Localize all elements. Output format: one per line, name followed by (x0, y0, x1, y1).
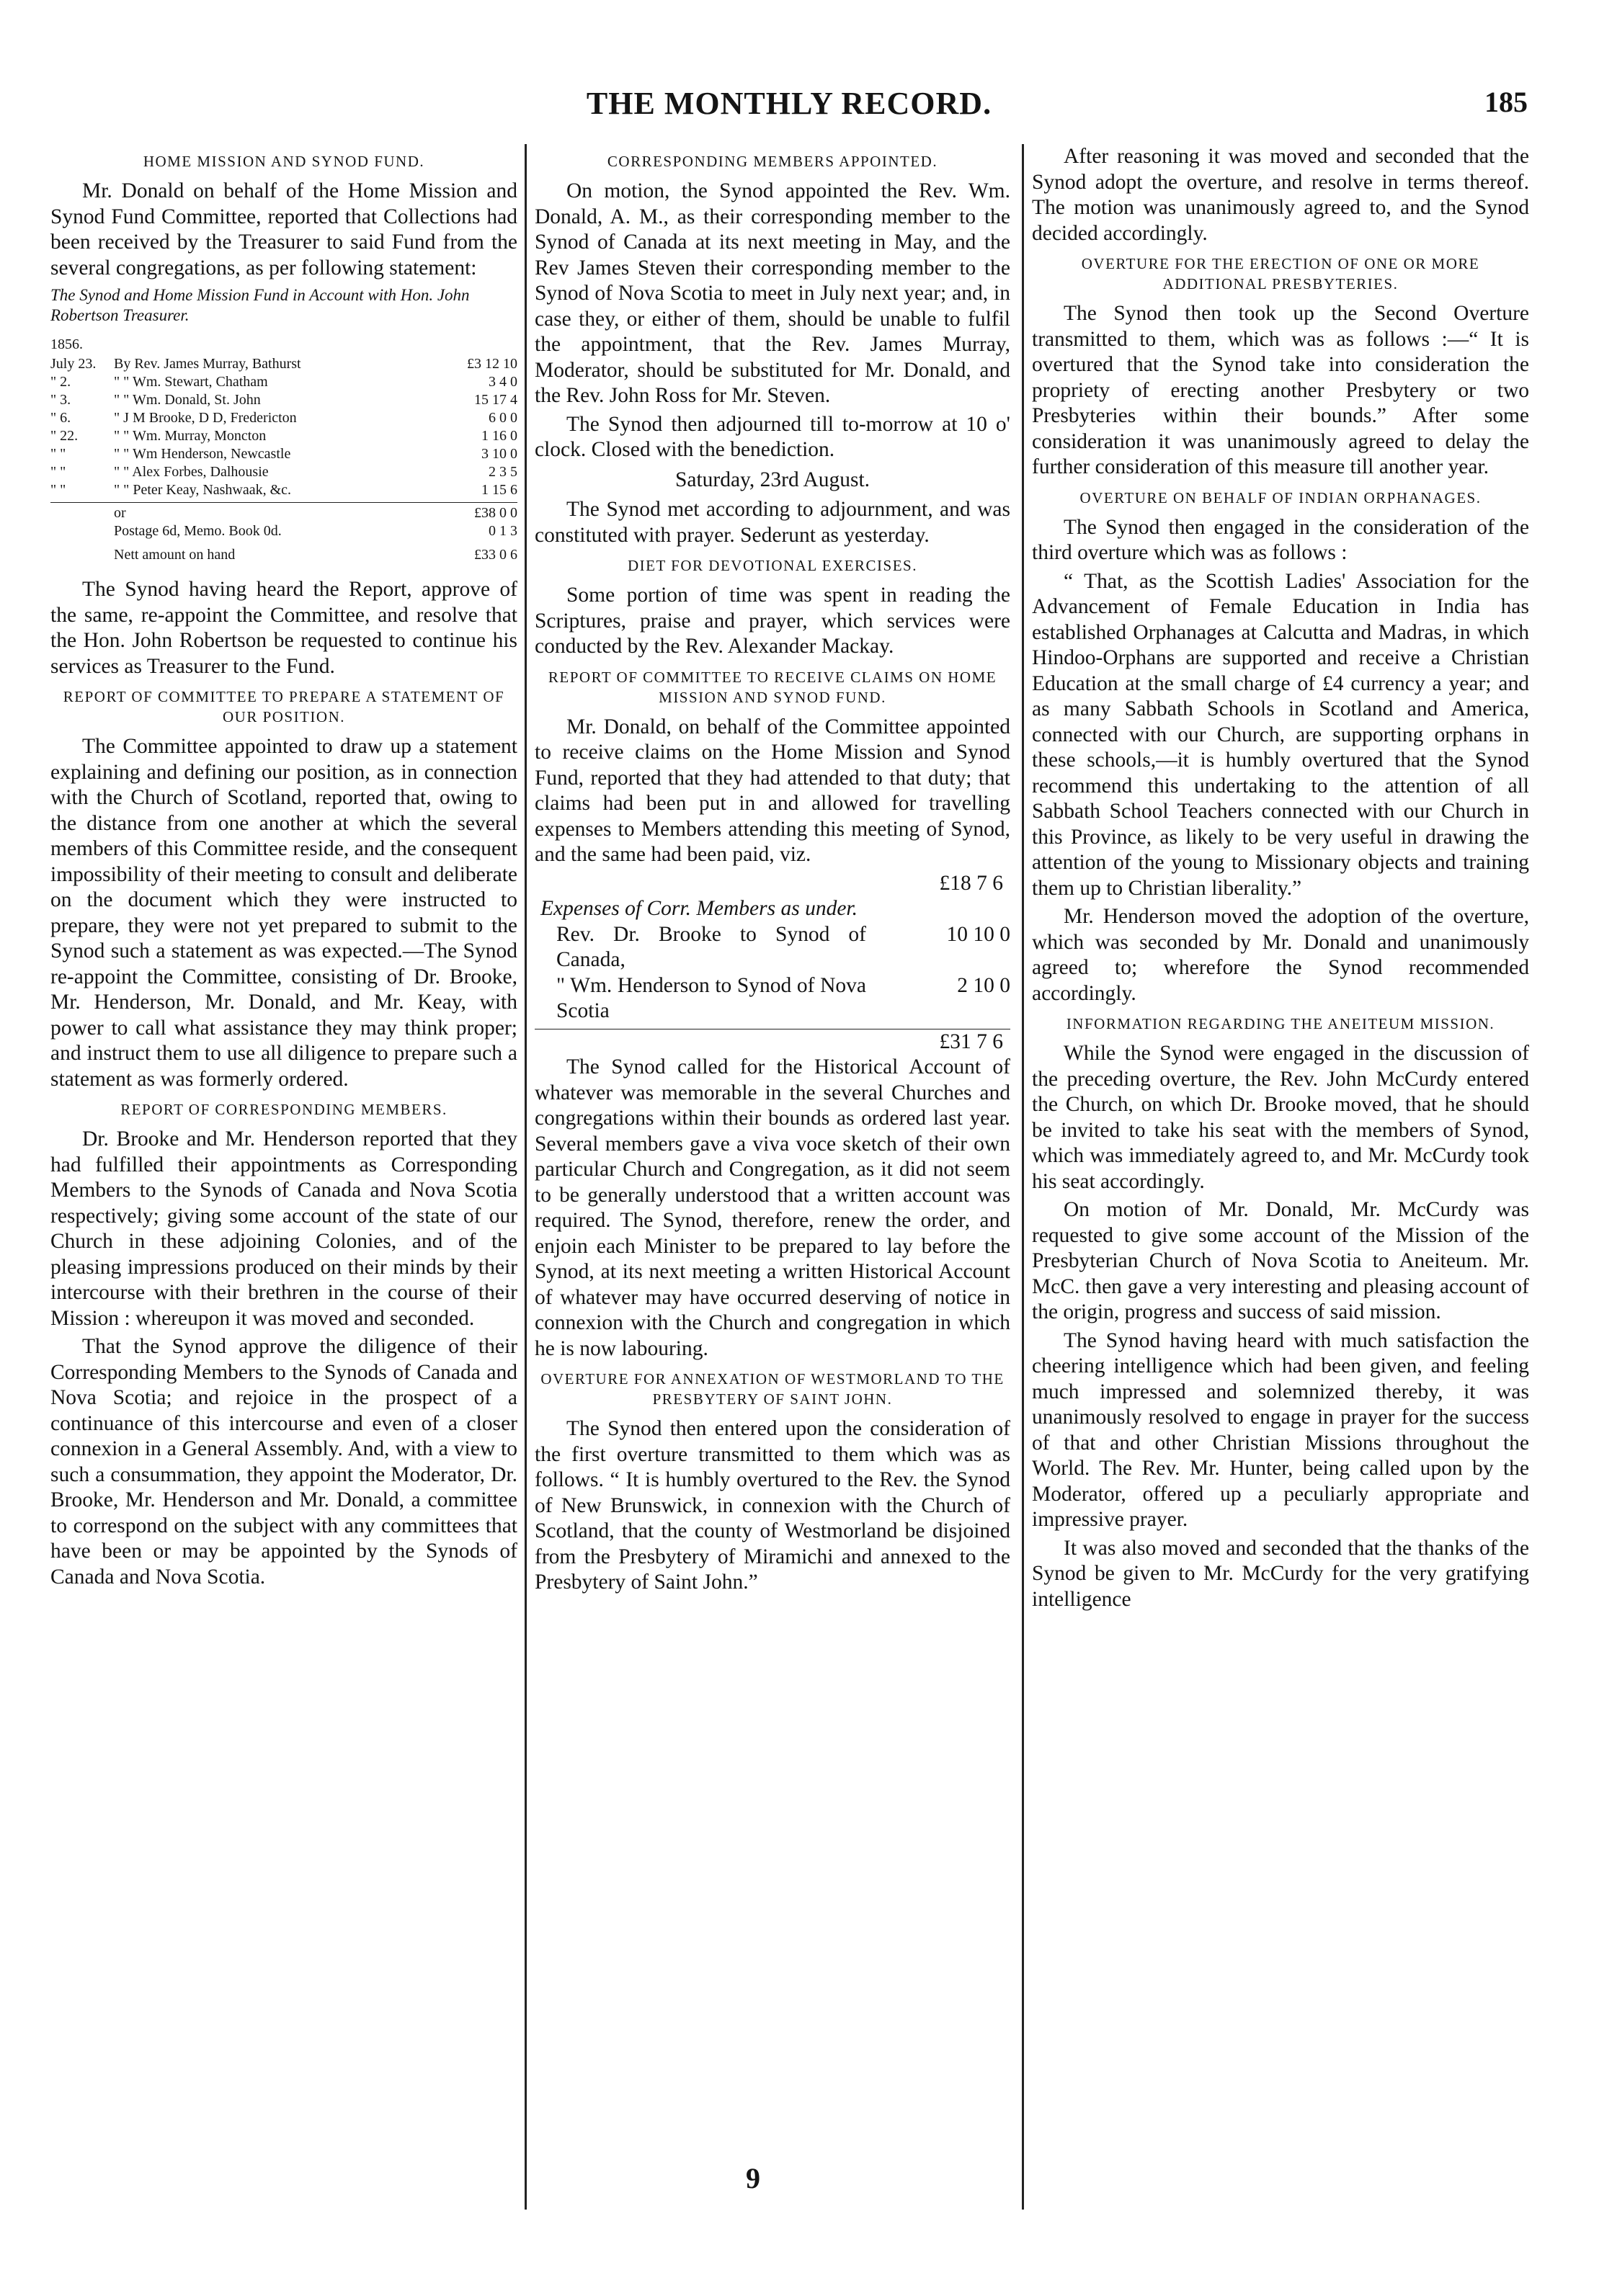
expenses-title: Expenses of Corr. Members as under. (540, 897, 858, 920)
column-1 (50, 144, 517, 2238)
account-row (50, 481, 517, 499)
account-net-label: Nett amount on hand (114, 547, 236, 563)
account-label: " " Wm. Murray, Moncton (114, 428, 267, 444)
account-date: " 2. (50, 374, 71, 390)
paragraph: While the Synod were engaged in the discussion of the preceding overture, the Rev. John McCurdy entered the Church, on which Dr. Brooke moved, that he should be invited to take his seat with the members of Synod, which was immediately agreed to, and Mr. McCurdy took his seat accordingly. (1032, 1042, 1529, 1193)
account-amount: 1 16 0 (481, 428, 517, 444)
expense-amount: 10 10 0 (946, 922, 1010, 946)
expense-row (535, 973, 1010, 1024)
section-heading-claims: REPORT OF COMMITTEE TO RECEIVE CLAIMS ON HOME MISSION AND SYNOD FUND. (548, 668, 997, 706)
account-label: " " Wm. Stewart, Chatham (114, 374, 268, 390)
expense-label: Rev. Dr. Brooke to Synod of Canada, (556, 922, 866, 971)
account-row (50, 409, 517, 427)
section-heading-home-mission: HOME MISSION AND SYNOD FUND. (143, 153, 425, 170)
paragraph: It was also moved and seconded that the thanks of the Synod be given to Mr. McCurdy for the very gratifying intelligence (1032, 1536, 1529, 1611)
column-divider-1 (525, 144, 527, 2210)
paragraph: The Synod having heard with much satisfaction the cheering intelligence which had been given, and feeling much impressed and solemnized thereby, it was unanimously resolved to engage in prayer for the success of that and other Christian Missions throughout the World. The Rev. Mr. Hunter, being called upon by the Moderator, offered up a peculiarly appropriate and impressive prayer. (1032, 1328, 1529, 1531)
paragraph: On motion of Mr. Donald, Mr. McCurdy was requested to give some account of the Mission of the Presbyterian Church of Nova Scotia to Aneiteum. Mr. McC. then gave a very interesting and pleasing account of the origin, progress and success of said mission. (1032, 1198, 1529, 1323)
account-amount: £3 12 10 (467, 356, 517, 372)
section-heading-presbyteries: OVERTURE FOR THE ERECTION OF ONE OR MORE ADDITIONAL PRESBYTERIES. (1081, 255, 1480, 292)
account-row (50, 373, 517, 391)
paragraph: Mr. Henderson moved the adoption of the overture, which was seconded by Mr. Donald and unanimously agreed to; wherefore the Synod recommended accordingly. (1032, 905, 1529, 1005)
account-row (50, 391, 517, 409)
paragraph: The Synod having heard the Report, approve of the same, re-appoint the Committee, and resolve that the Hon. John Robertson be requested to continue his services as Treasurer to the Fund. (50, 578, 517, 678)
account-amount: 3 4 0 (489, 374, 517, 390)
account-amount: 6 0 0 (489, 410, 517, 426)
section-heading-corresponding: REPORT OF CORRESPONDING MEMBERS. (120, 1101, 447, 1118)
account-date: " 3. (50, 392, 71, 408)
section-heading-appointed: CORRESPONDING MEMBERS APPOINTED. (607, 153, 938, 170)
signature-mark: 9 (746, 2162, 760, 2194)
account-amount: 3 10 0 (481, 446, 517, 462)
account-row (50, 463, 517, 481)
paragraph: The Synod then entered upon the consideration of the first overture transmitted to them which was as follows. “ It is humbly overtured to the Rev. the Synod of New Brunswick, in connexion with the Church of Scotland, that the county of Westmorland be disjoined from the Presbytery of Miramichi and annexed to the Presbytery of Saint John.” (535, 1417, 1010, 1594)
claims-amount: £18 7 6 (939, 871, 1003, 895)
section-heading-devotional: DIET FOR DEVOTIONAL EXERCISES. (628, 557, 917, 574)
paragraph: The Synod then engaged in the consideration of the third overture which was as follows : (1032, 515, 1529, 564)
publication-title: THE MONTHLY RECORD. (586, 86, 992, 121)
account-amount: 1 15 6 (481, 482, 517, 498)
account-postage-label: Postage 6d, Memo. Book 0d. (114, 523, 282, 539)
page-number: 185 (1484, 86, 1528, 118)
paragraph: Mr. Donald, on behalf of the Committee appointed to receive claims on the Home Mission and Synod Fund, reported that they had attended to that duty; that claims had been put in and allowed for travelling expenses to Members attending this meeting of Synod, and the same had been paid, viz. (535, 715, 1010, 866)
account-amount: 2 3 5 (489, 464, 517, 480)
account-statement (50, 285, 517, 564)
account-total-row (50, 502, 517, 522)
page-header (50, 85, 1528, 128)
account-date: " " (50, 482, 66, 498)
section-heading-westmorland: OVERTURE FOR ANNEXATION OF WESTMORLAND TO THE PRESBYTERY OF SAINT JOHN. (540, 1370, 1005, 1408)
column-2 (535, 144, 1010, 2238)
account-date: " " (50, 464, 66, 480)
session-date: Saturday, 23rd August. (674, 468, 870, 491)
account-date: " 6. (50, 410, 71, 426)
account-label: " " Wm. Donald, St. John (114, 392, 261, 408)
expense-row (535, 922, 1010, 973)
account-date: " " (50, 446, 66, 462)
paragraph: Some portion of time was spent in reading the Scriptures, praise and prayer, which services were conducted by the Rev. Alexander Mackay. (535, 584, 1010, 658)
paragraph: The Synod called for the Historical Account of whatever was memorable in the several Churches and congregations within their bounds as ordered last year. Several members gave a viva voce sketch of their own particular Church and Congregation, as it did not seem to be generally understood that a written account was required. The Synod, therefore, renew the order, and enjoin each Minister to be prepared to lay before the Synod, at its next meeting a written Historical Account of whatever may have occurred deserving of notice in connexion with the Church and congregation in which he is now labouring. (535, 1055, 1010, 1360)
account-label: " J M Brooke, D D, Fredericton (114, 410, 297, 426)
account-row (50, 355, 517, 373)
column-3 (1032, 144, 1529, 2238)
account-total: £38 0 0 (474, 505, 517, 521)
paragraph: The Synod met according to adjournment, and was constituted with prayer. Sederunt as yesterday. (535, 498, 1010, 547)
paragraph: The Committee appointed to draw up a statement explaining and defining our position, as in connection with the Church of Scotland, reported that, owing to the distance from one another at which the several members of this Committee reside, and the consequent impossibility of their meeting to consult and deliberate on the document which they were instructed to prepare, they were not yet prepared to submit to the Synod such a statement as was expected.—The Synod re-appoint the Committee, consisting of Dr. Brooke, Mr. Henderson, Mr. Donald, and Mr. Keay, with power to call what assistance they may think proper; and instruct them to use all diligence to prepare such a statement as was formerly ordered. (50, 735, 517, 1091)
column-divider-2 (1022, 144, 1024, 2210)
account-label: " " Wm Henderson, Newcastle (114, 446, 291, 462)
account-date: July 23. (50, 356, 97, 372)
account-label: " " Peter Keay, Nashwaak, &c. (114, 482, 292, 498)
account-row (50, 427, 517, 445)
account-net: £33 0 6 (474, 547, 517, 563)
section-heading-statement: REPORT OF COMMITTEE TO PREPARE A STATEMENT OF OUR POSITION. (63, 688, 505, 725)
account-postage: 0 1 3 (489, 523, 517, 539)
paragraph: Dr. Brooke and Mr. Henderson reported that they had fulfilled their appointments as Corresponding Members to the Synods of Canada and Nova Scotia respectively; giving some account of the state of our Church in these adjoining Colonies, and of the pleasing impressions produced on their minds by their intercourse with their brethren in the course of their Mission : whereupon it was moved and seconded. (50, 1127, 517, 1330)
account-rows (50, 355, 517, 499)
account-title: The Synod and Home Mission Fund in Account with Hon. John Robertson Treasurer. (50, 286, 470, 324)
paragraph: The Synod then adjourned till to-morrow at 10 o' clock. Closed with the benediction. (535, 412, 1010, 461)
account-date: " 22. (50, 428, 79, 444)
paragraph: Mr. Donald on behalf of the Home Mission and Synod Fund Committee, reported that Collections had been received by the Treasurer to said Fund from the several congregations, as per following statement: (50, 179, 517, 280)
expense-label: " Wm. Henderson to Synod of Nova Scotia (556, 973, 866, 1022)
section-heading-orphanages: OVERTURE ON BEHALF OF INDIAN ORPHANAGES. (1079, 488, 1482, 506)
expenses-total: £31 7 6 (535, 1029, 1010, 1055)
paragraph: “ That, as the Scottish Ladies' Association for the Advancement of Female Education in India has established Orphanages at Calcutta and Madras, in which Hindoo-Orphans are supported and receive a Christian Education at the small charge of £4 currency a year; and as many Sabbath Schools in Scotland and America, connected with our Church, are supporting orphans in these schools,—it is humbly overtured that the Synod recommend this undertaking to the attention of all Sabbath School Teachers connected with our Church in this Province, as likely to be very useful in drawing the attention of the young to Missionary objects and training them up to Christian liberality.” (1032, 569, 1529, 900)
account-row (50, 445, 517, 463)
account-label: By Rev. James Murray, Bathurst (114, 356, 301, 372)
section-heading-aneiteum: INFORMATION REGARDING THE ANEITEUM MISSION. (1066, 1015, 1495, 1032)
paragraph: That the Synod approve the diligence of their Corresponding Members to the Synods of Canada and Nova Scotia; and rejoice in the prospect of a continuance of this intercourse and even of a closer connexion in a General Assembly. And, with a view to such a consummation, they appoint the Moderator, Dr. Brooke, Mr. Henderson and Mr. Donald, a committee to correspond on the subject with any committees that have been or may be appointed by the Synods of Canada and Nova Scotia. (50, 1335, 517, 1589)
account-amount: 15 17 4 (474, 392, 517, 408)
account-postage-row (50, 522, 517, 540)
paragraph: On motion, the Synod appointed the Rev. Wm. Donald, A. M., as their corresponding member to the Synod of Canada at its next meeting in May, and the Rev James Steven their corresponding member to the Synod of Nova Scotia to meet in July next year; and, in case they, or either of them, should be unable to fulfil the appointment, that the Rev. James Murray, Moderator, should be substituted for Mr. Donald, and the Rev. John Ross for Mr. Steven. (535, 179, 1010, 407)
paragraph: After reasoning it was moved and seconded that the Synod adopt the overture, and resolve in terms thereof. The motion was unanimously agreed to, and the Synod decided accordingly. (1032, 145, 1529, 245)
account-net-row (50, 546, 517, 564)
expense-amount: 2 10 0 (957, 973, 1010, 997)
account-total-label: or (114, 505, 126, 521)
account-year: 1856. (50, 336, 83, 352)
account-label: " " Alex Forbes, Dalhousie (114, 464, 269, 480)
paragraph: The Synod then took up the Second Overture transmitted to them, which was as follows :—“ It is overtured that the Synod take into consideration the propriety of erecting another Presbytery or two Presbyteries within their bounds.” After some consideration it was unanimously agreed to delay the further consideration of this measure till another year. (1032, 302, 1529, 478)
